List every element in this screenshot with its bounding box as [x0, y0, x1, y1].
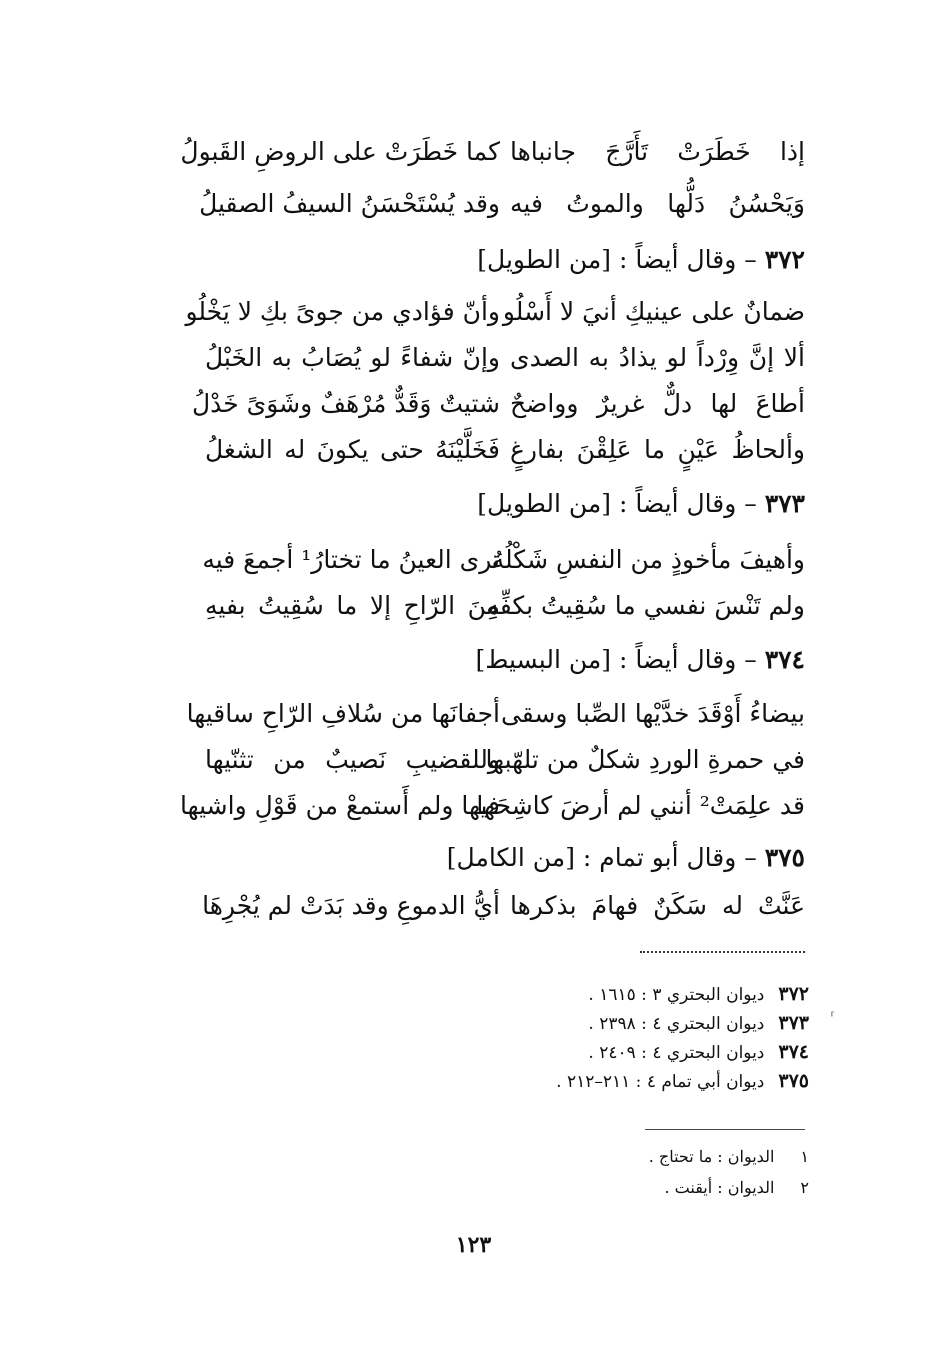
verse-second-hemistich: فيها ولم أَستمعْ من قَوْلِ واشيها	[180, 791, 500, 820]
footnote	[509, 1173, 809, 1202]
verse-first-hemistich: قد علِمَتْ² أنني لم أرضَ كاشِحَها	[476, 791, 805, 820]
poem-heading-text: – وقال أيضاً : [من الطويل]	[477, 245, 757, 274]
note-text: ديوان البحتري ٤ : ٢٤٠٩ .	[588, 1043, 765, 1063]
verse-first-hemistich: في حمرةِ الوردِ شكلٌ من تلهّبها	[485, 745, 805, 774]
verse-line	[180, 786, 805, 826]
note-text: ديوان البحتري ٤ : ٢٣٩٨ .	[588, 1014, 765, 1034]
verse-first-hemistich: وَيَحْسُنُ دَلُّها والموتُ فيه	[510, 189, 805, 218]
verse-line	[199, 184, 805, 224]
note-text: ديوان البحتري ٣ : ١٦١٥ .	[588, 985, 765, 1005]
poem-heading-text: – وقال أيضاً : [من الطويل]	[477, 489, 757, 518]
verse-first-hemistich: وأهيفَ مأخوذٍ من النفسِ شَكْلُهُ	[491, 545, 805, 574]
poem-number: ٣٧٤	[764, 645, 805, 674]
verse-line	[185, 292, 805, 332]
source-note	[409, 1067, 809, 1097]
poem-number: ٣٧٣	[764, 489, 805, 518]
page-number: ١٢٣	[455, 1232, 492, 1258]
verse-second-hemistich: وللقضيبِ نَصيبٌ من تثنّيها	[205, 745, 500, 774]
pencil-mark-icon: ⸢	[830, 1010, 836, 1026]
verse-second-hemistich: شتيتٌ وَقَدٌّ مُرْهَفٌ وشَوَىً خَدْلُ	[191, 389, 500, 418]
verse-second-hemistich: كما خَطَرَتْ على الروضِ القَبولُ	[180, 137, 500, 166]
verse-line	[205, 430, 805, 470]
verse-second-hemistich: ترى العينُ ما تختارُ¹ أجمعَ فيه	[202, 545, 500, 574]
note-number: ٣٧٤	[778, 1041, 809, 1063]
verse-first-hemistich: بيضاءُ أَوْقَدَ خدَّيْها الصِّبا وسقى	[500, 699, 805, 728]
verse-first-hemistich: إذا خَطَرَتْ تَأَرَّجَ جانباها	[510, 137, 805, 166]
verse-line	[202, 540, 805, 580]
verse-second-hemistich: وقد يُسْتَحْسَنُ السيفُ الصقيلُ	[199, 189, 500, 218]
verse-second-hemistich: وأنّ فؤادي من جوىً بكِ لا يَخْلُو	[185, 297, 500, 326]
poem-heading-text: – وقال أبو تمام : [من الكامل]	[446, 843, 757, 872]
poem-heading-372	[205, 240, 805, 280]
verse-first-hemistich: ألا إنَّ وِرْداً لو يذادُ به الصدى	[510, 343, 805, 372]
verse-first-hemistich: ولم تَنْسَ نفسي ما سُقِيتُ بكفِّهِ	[486, 591, 805, 620]
verse-line	[205, 740, 805, 780]
verse-first-hemistich: أطاعَ لها دلٌّ غريرٌ وواضحٌ	[510, 389, 805, 418]
poem-heading-374	[205, 640, 805, 680]
poem-heading-375	[205, 838, 805, 878]
verse-second-hemistich: أيُّ الدموعِ وقد بَدَتْ لم يُجْرِهَا	[202, 891, 500, 920]
note-text: ديوان أبي تمام ٤ : ٢١١–٢١٢ .	[556, 1072, 765, 1092]
note-number: ٣٧٣	[778, 1012, 809, 1034]
notes-separator	[640, 951, 805, 953]
verse-first-hemistich: ضمانٌ على عينيكِ أنيَ لا أَسْلُو	[502, 297, 805, 326]
footnote-number: ٢	[800, 1178, 809, 1197]
verse-second-hemistich: فَخَلَّيْنَهُ حتى يكونَ له الشغلُ	[205, 435, 500, 464]
footnote-number: ١	[800, 1147, 809, 1166]
verse-second-hemistich: أجفانَها من سُلافِ الرّاحِ ساقيها	[186, 699, 500, 728]
verse-line	[202, 886, 805, 926]
verse-line	[205, 586, 805, 626]
footnote-text: الديوان : ما تحتاج .	[648, 1147, 775, 1166]
source-note	[409, 1009, 809, 1039]
verse-first-hemistich: عَنَّتْ له سَكَنٌ فهامَ بذكرها	[510, 891, 805, 920]
verse-line	[205, 338, 805, 378]
poem-number: ٣٧٥	[764, 843, 805, 872]
note-number: ٣٧٢	[778, 983, 809, 1005]
poem-number: ٣٧٢	[764, 245, 805, 274]
poem-heading-text: – وقال أيضاً : [من البسيط]	[475, 645, 757, 674]
verse-first-hemistich: وألحاظُ عَيْنٍ ما عَلِقْنَ بفارغٍ	[510, 435, 805, 464]
verse-line	[186, 694, 805, 734]
source-note	[409, 1038, 809, 1068]
footnote	[509, 1142, 809, 1171]
footnote-text: الديوان : أيقنت .	[664, 1178, 775, 1197]
source-note	[409, 980, 809, 1010]
footnotes-separator	[645, 1129, 805, 1130]
verse-second-hemistich: وإنّ شفاءً لو يُصَابُ به الخَبْلُ	[205, 343, 500, 372]
verse-line	[180, 132, 805, 172]
note-number: ٣٧٥	[778, 1070, 809, 1092]
poem-heading-373	[205, 484, 805, 524]
verse-second-hemistich: مِنَ الرّاحِ إلا ما سُقِيتُ بفيهِ	[205, 591, 500, 620]
verse-line	[191, 384, 805, 424]
